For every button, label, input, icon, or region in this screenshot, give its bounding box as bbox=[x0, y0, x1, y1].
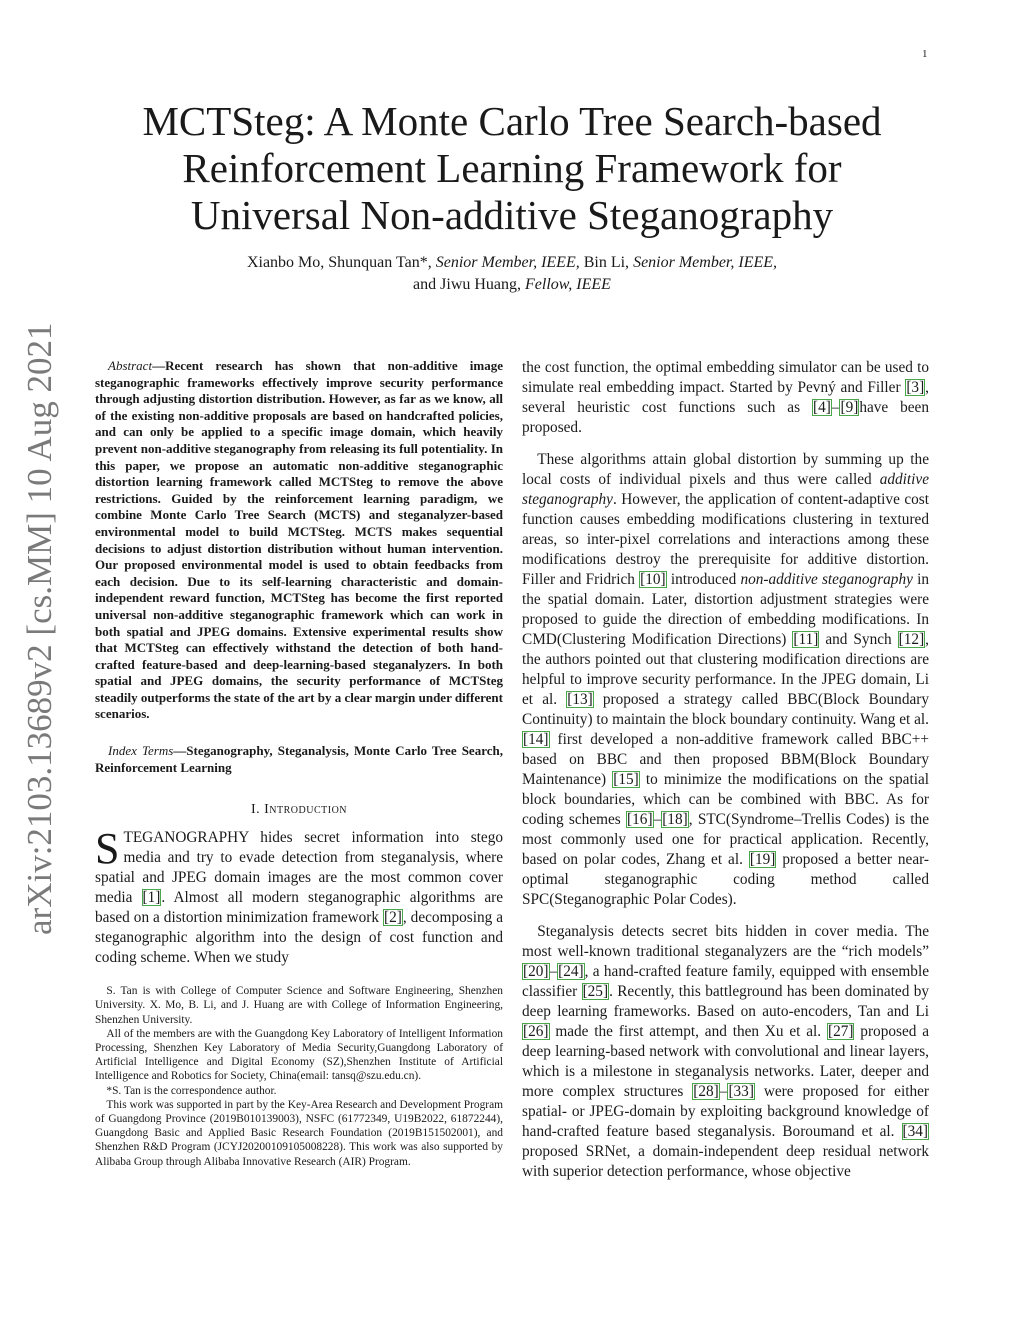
drop-cap: S bbox=[95, 824, 120, 874]
text-run: , several heuristic cost functions such as bbox=[522, 379, 929, 416]
abstract-lead: Abstract bbox=[108, 358, 153, 373]
citation-link[interactable]: [18] bbox=[662, 811, 688, 828]
body-paragraph bbox=[522, 450, 929, 910]
citation-link[interactable]: [2] bbox=[384, 909, 402, 927]
text-run: proposed a deep learning-based network with convolutional and linear layers, which is a milestone in steganalysis networks. Later, deeper and more complex structures bbox=[522, 1023, 929, 1100]
citation-link[interactable]: [11] bbox=[793, 631, 819, 648]
text-run: TEGANOGRAPHY hides secret information into stego media and try to evade detection from steganalysis, where spatial and JPEG domain images are the most common cover media bbox=[95, 829, 503, 907]
text-run: , STC(Syndrome–Trellis Codes) is the most commonly used one for practical application. Recently, based on polar codes, Zhang et al. bbox=[522, 811, 929, 868]
text-run: first developed a non-additive framework called BBC++ based on BBC and then proposed BBM(Block Boundary Maintenance) bbox=[522, 731, 929, 788]
footnote: S. Tan is with College of Computer Science and Software Engineering, Shenzhen University. X. Mo, B. Li, and J. Huang are with College of Information Engineering, Shenzhen University. bbox=[95, 985, 503, 1026]
citation-link[interactable]: [26] bbox=[523, 1023, 549, 1040]
footnote: *S. Tan is the correspondence author. bbox=[106, 1084, 277, 1097]
abstract bbox=[95, 358, 503, 723]
text-run: . Almost all modern steganographic algorithms are based on a distortion minimization framework bbox=[95, 889, 504, 927]
section-heading bbox=[95, 800, 503, 820]
text-run: – bbox=[719, 1083, 728, 1100]
section-title: Introduction bbox=[264, 802, 348, 818]
citation-link[interactable]: [20] bbox=[523, 963, 549, 980]
index-terms-lead: Index Terms bbox=[108, 743, 174, 759]
text-run: were proposed for either spatial- or JPEG-domain by exploiting background knowledge of hand-crafted feature based steganalysis. Boroumand et al. bbox=[522, 1083, 929, 1140]
citation-link[interactable]: [19] bbox=[749, 851, 776, 868]
index-terms bbox=[95, 743, 503, 776]
text-run: proposed SRNet, a domain-independent deep residual network with superior detection performance, whose objective bbox=[522, 1143, 929, 1180]
author-line bbox=[100, 274, 924, 296]
text-run: have been proposed. bbox=[522, 399, 930, 436]
author-affiliation: Senior Member, IEEE, bbox=[633, 254, 778, 271]
text-run: – bbox=[653, 811, 662, 828]
author-names: and Jiwu Huang, bbox=[413, 276, 526, 293]
citation-link[interactable]: [12] bbox=[898, 631, 925, 648]
author-names: Xianbo Mo, Shunquan Tan*, bbox=[246, 254, 436, 271]
paper-title bbox=[100, 98, 924, 239]
text-run: and Synch bbox=[819, 631, 898, 648]
author-list bbox=[100, 252, 924, 296]
abstract-body: —Recent research has shown that non-additive image steganographic frameworks effectively improve security performance through adjusting distortion distribution. However, as far as we know, all of the existing non-additive proposals are based on handcrafted policies, and can only be applied to a specific image domain, which heavily prevent non-additive steganography from releasing its full potentiality. In this paper, we propose an automatic non-additive steganographic distortion learning framework called MCTSteg to remove the above restrictions. Guided by the reinforcement learning paradigm, we combine Monte Carlo Tree Search (MCTS) and steganalyzer-based environmental model to build MCTSteg. MCTS makes sequential decisions to adjust distortion distribution without human intervention. Our proposed environmental model is used to obtain feedbacks from each decision. Due to its self-learning characteristic and domain-independent reward function, MCTSteg has become the first reported universal non-additive steganographic framework which can work in both spatial and JPEG domains. Extensive experimental results show that MCTSteg can effectively withstand the detection of both hand-crafted feature-based and deep-learning-based steganalyzers. In both spatial and JPEG domains, the security performance of MCTSteg steadily outperforms the state of the art by a clear margin under different scenarios. bbox=[95, 358, 503, 722]
text-run: , decomposing a steganographic algorithm into the design of cost function and coding scheme. When we study bbox=[95, 909, 503, 967]
citation-link[interactable]: [16] bbox=[627, 811, 653, 828]
citation-link[interactable]: [9] bbox=[840, 399, 859, 416]
right-column bbox=[522, 358, 929, 1194]
author-affiliation: Fellow, IEEE bbox=[525, 276, 611, 293]
text-run: , a hand-crafted feature family, equipped with ensemble classifier bbox=[522, 963, 929, 1000]
body-paragraph bbox=[522, 922, 929, 1182]
text-run: the cost function, the optimal embedding simulator can be used to simulate real embedding impact. Started by Pevný and Filler bbox=[522, 359, 929, 396]
citation-link[interactable]: [25] bbox=[582, 983, 609, 1000]
text-run: Steganalysis detects secret bits hidden in cover media. The most well-known traditional steganalyzers are the “rich models” bbox=[522, 923, 929, 960]
text-run: . However, the application of content-adaptive cost function causes embedding modifications clustering in textured areas, so inter-pixel correlations and interactions among these modifications destroy the prerequisite for additive distortion. Filler and Fridrich bbox=[522, 491, 929, 588]
citation-link[interactable]: [34] bbox=[902, 1123, 928, 1140]
title-line: Reinforcement Learning Framework for bbox=[182, 145, 842, 191]
left-column bbox=[95, 358, 503, 1169]
footnote: All of the members are with the Guangdong Key Laboratory of Intelligent Information Processing, Shenzhen Key Laboratory of Media Security,Guangdong Laboratory of Artificial Intelligence and Digital Economy (SZ),Shenzhen Institute of Artificial Intelligence and Robotics for Society, China(email: tansq@szu.edu.cn). bbox=[95, 1027, 503, 1083]
intro-paragraph bbox=[95, 824, 504, 968]
author-line bbox=[100, 252, 924, 274]
title-line: MCTSteg: A Monte Carlo Tree Search-based bbox=[142, 98, 882, 144]
citation-link[interactable]: [27] bbox=[827, 1023, 854, 1040]
text-run: These algorithms attain global distortion by summing up the local costs of individual pixels and thus were called bbox=[522, 451, 929, 488]
citation-link[interactable]: [28] bbox=[693, 1083, 719, 1100]
footnotes bbox=[95, 984, 503, 1169]
section-number: I. bbox=[250, 802, 261, 818]
citation-link[interactable]: [24] bbox=[558, 963, 584, 980]
text-run: to minimize the modifications on the spatial block boundaries, which can be combined with BBC. As for coding schemes bbox=[522, 771, 929, 828]
text-run: , the authors pointed out that clustering modification directions are helpful to improve security performance. In the JPEG domain, Li et al. bbox=[522, 631, 929, 708]
text-run: – bbox=[831, 399, 840, 416]
text-run: – bbox=[549, 963, 558, 980]
author-names: Bin Li, bbox=[579, 254, 634, 271]
arxiv-identifier[interactable]: arXiv:2103.13689v2 [cs.MM] 10 Aug 2021 bbox=[20, 322, 59, 935]
text-run: in the spatial domain. Later, distortion adjustment strategies were proposed to guide the direction of embedding modifications. In CMD(Clustering Modification Directions) bbox=[522, 571, 929, 648]
index-terms-body: —Steganography, Steganalysis, Monte Carlo Tree Search, Reinforcement Learning bbox=[95, 743, 503, 775]
citation-link[interactable]: [4] bbox=[812, 399, 831, 416]
text-run: . Recently, this battleground has been dominated by deep learning frameworks. Based on auto-encoders, Tan and Li bbox=[522, 983, 930, 1020]
body-paragraph bbox=[522, 358, 929, 438]
text-run: proposed a strategy called BBC(Block Boundary Continuity) to maintain the block boundary continuity. Wang et al. bbox=[522, 691, 929, 728]
title-line: Universal Non-additive Steganography bbox=[190, 192, 834, 238]
citation-link[interactable]: [13] bbox=[567, 691, 593, 708]
citation-link[interactable]: [14] bbox=[523, 731, 549, 748]
emphasis: non-additive steganography bbox=[740, 571, 913, 588]
citation-link[interactable]: [33] bbox=[728, 1083, 754, 1100]
emphasis: additive steganography bbox=[522, 471, 929, 508]
text-run: introduced bbox=[666, 571, 741, 588]
citation-link[interactable]: [3] bbox=[906, 379, 925, 396]
citation-link[interactable]: [10] bbox=[640, 571, 666, 588]
author-affiliation: Senior Member, IEEE, bbox=[435, 254, 580, 271]
text-run: made the first attempt, and then Xu et al. bbox=[549, 1023, 827, 1040]
citation-link[interactable]: [1] bbox=[142, 889, 161, 907]
text-run: proposed a better near-optimal steganographic coding method called SPC(Steganographic Polar Codes). bbox=[522, 851, 929, 908]
page-number: 1 bbox=[922, 48, 928, 60]
citation-link[interactable]: [15] bbox=[613, 771, 639, 788]
footnote: This work was supported in part by the Key-Area Research and Development Program of Guangdong Province (2019B010139003), NSFC (61772349, U19B2022, 61872244), Guangdong Basic and Applied Basic Research Foundation (2019B151502001), and Shenzhen R&D Program (JCYJ20200109105008228). This work was also supported by Alibaba Group through Alibaba Innovative Research (AIR) Program. bbox=[95, 1098, 503, 1168]
